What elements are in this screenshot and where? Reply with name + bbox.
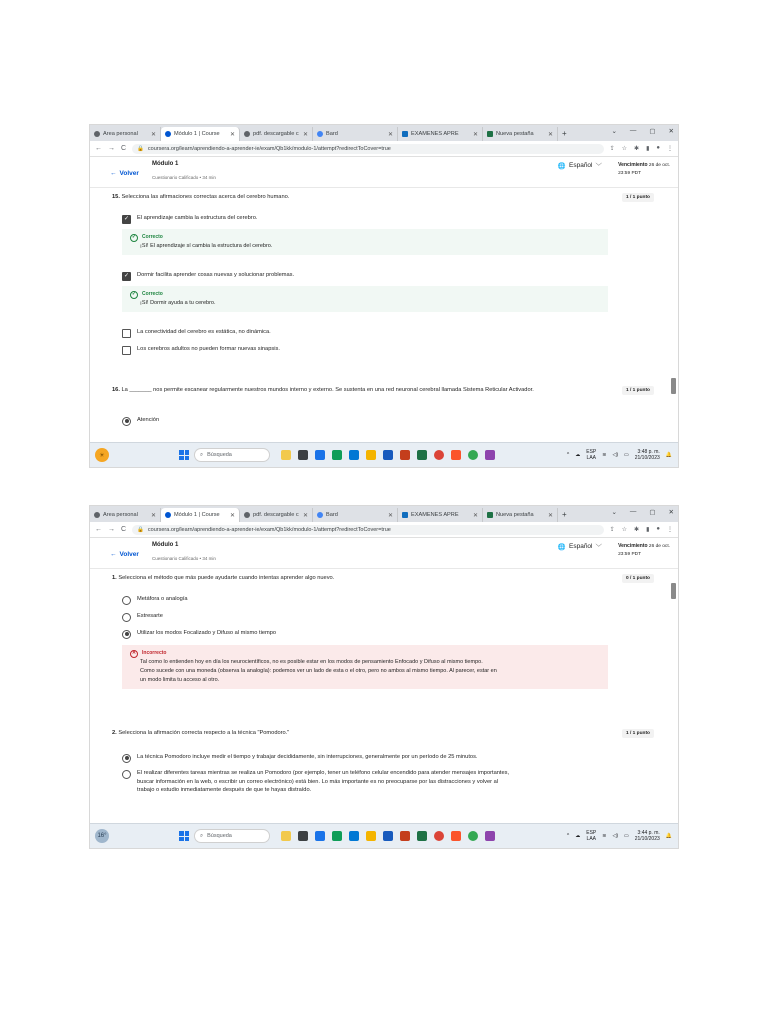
checkbox-checked[interactable]: ✓: [123, 215, 130, 222]
question-2: 2. Selecciona la afirmación correcta respecto a la técnica "Pomodoro.": [112, 730, 290, 736]
feedback-correct: ✓ Correcto ¡Sí! El aprendizaje sí cambia la estructura del cerebro.: [122, 229, 608, 255]
new-tab-button[interactable]: +: [562, 510, 567, 519]
chrome-canary-icon[interactable]: [468, 831, 478, 841]
points-badge: 1 / 1 punto: [622, 193, 654, 202]
weather-icon[interactable]: 16°: [95, 829, 109, 843]
radio-unselected[interactable]: [122, 770, 131, 779]
tab-examenes[interactable]: EXAMENES APRE ✕: [398, 127, 483, 141]
input-language[interactable]: ESP LAA: [586, 830, 597, 842]
share-icon[interactable]: ⇪: [609, 527, 615, 533]
points-badge: 0 / 1 punto: [622, 574, 654, 583]
excel-icon[interactable]: [417, 831, 427, 841]
taskbar-search[interactable]: ⌕ Búsqueda: [195, 449, 269, 461]
close-icon[interactable]: ✕: [302, 512, 308, 519]
option-radio[interactable]: Estresarte: [122, 612, 592, 622]
windows-start-icon[interactable]: [179, 450, 189, 460]
weather-icon[interactable]: ☀: [95, 448, 109, 462]
outlook-icon: [402, 512, 408, 518]
tab-bard[interactable]: Bard ✕: [313, 508, 398, 522]
screenshot-top: [90, 125, 678, 467]
brave-icon[interactable]: [451, 450, 461, 460]
powerpoint-icon[interactable]: [400, 831, 410, 841]
close-icon[interactable]: ✕: [150, 131, 156, 138]
chat-icon[interactable]: [315, 831, 325, 841]
profile-icon[interactable]: ●: [656, 526, 660, 532]
tab-bard[interactable]: Bard ✕: [313, 127, 398, 141]
radio-unselected[interactable]: [122, 596, 131, 605]
globe-icon: [244, 131, 250, 137]
coursera-header: [90, 157, 678, 188]
checkbox-unchecked[interactable]: [122, 329, 131, 338]
volume-icon[interactable]: ◁): [612, 833, 618, 839]
close-icon[interactable]: ✕: [547, 131, 553, 138]
scrollbar-thumb[interactable]: [671, 378, 676, 394]
forward-arrow-icon[interactable]: →: [108, 526, 115, 533]
scrollbar[interactable]: [671, 192, 676, 442]
clock[interactable]: 3:44 p. m. 21/10/2023: [634, 830, 660, 842]
feedback-incorrect: ✕ Incorrecto Tal como lo entienden hoy en día los neurocientíficos, no es posible estar en los modos de pensamiento Enfocado y Difuso al mismo tiempo. Como sucede con una moneda (observa la analogía): podemos ver un lado de esta o el otro, pero no ambos al mismo tiempo. Al parecer, estar en un modo limita tu acceso al otro.: [122, 645, 608, 689]
globe-icon: [94, 131, 100, 137]
globe-icon: 🌐: [557, 543, 566, 551]
edge-icon[interactable]: [332, 831, 342, 841]
option-radio[interactable]: La técnica Pomodoro incluye medir el tiempo y trabajar decididamente, sin interrupciones, generalmente por un período de 25 minutos.: [122, 753, 592, 763]
globe-icon: [94, 512, 100, 518]
tab-nueva-pestana[interactable]: Nueva pestaña ✕: [483, 127, 558, 141]
due-date: Vencimiento 26 de oct. 23:59 PDT: [618, 162, 670, 176]
chevron-down-icon[interactable]: ⌄: [611, 128, 617, 135]
option-checkbox[interactable]: ✓ Dormir facilita aprender cosas nuevas y solucionar problemas.: [123, 272, 295, 279]
chrome-canary-icon[interactable]: [468, 450, 478, 460]
chevron-up-icon[interactable]: ^: [566, 833, 570, 839]
option-radio[interactable]: Atención: [122, 416, 592, 426]
bard-icon: [317, 512, 323, 518]
option-radio[interactable]: Utilizar los modos Focalizado y Difuso al mismo tiempo: [122, 629, 592, 639]
word-icon[interactable]: [383, 450, 393, 460]
chat-icon[interactable]: [315, 450, 325, 460]
lock-icon: 🔒: [137, 526, 144, 533]
input-language[interactable]: ESP LAA: [586, 449, 597, 461]
feedback-correct: ✓ Correcto ¡Sí! Dormir ayuda a tu cerebro.: [122, 286, 608, 312]
menu-icon[interactable]: ⋮: [667, 146, 673, 152]
tab-pdf[interactable]: pdf. descargable c ✕: [240, 127, 313, 141]
tab-area-personal[interactable]: Área personal ✕: [90, 127, 161, 141]
chevron-down-icon[interactable]: ⌄: [611, 509, 617, 516]
browser-tab-strip: [90, 506, 678, 522]
due-date: Vencimiento 26 de oct. 23:59 PDT: [618, 543, 670, 557]
minimize-icon[interactable]: —: [629, 127, 637, 134]
widgets-icon[interactable]: [281, 450, 291, 460]
volume-icon[interactable]: ◁): [612, 452, 618, 458]
search-icon: ⌕: [200, 832, 204, 839]
chevron-up-icon[interactable]: ^: [566, 452, 570, 458]
taskbar-search[interactable]: ⌕ Búsqueda: [195, 830, 269, 842]
excel-icon: [487, 131, 493, 137]
lock-icon: 🔒: [137, 145, 144, 152]
close-icon[interactable]: ✕: [387, 512, 393, 519]
wifi-icon[interactable]: ≋: [602, 452, 607, 458]
folder-icon[interactable]: [366, 831, 376, 841]
close-icon[interactable]: ✕: [150, 512, 156, 519]
radio-unselected[interactable]: [122, 613, 131, 622]
checkbox-checked[interactable]: ✓: [123, 272, 130, 279]
browser-tab-strip: [90, 125, 678, 141]
module-info: Módulo 1 Cuestionario Calificado • 34 min: [152, 542, 216, 561]
star-icon[interactable]: ☆: [621, 146, 628, 152]
excel-icon: [487, 512, 493, 518]
folder-icon[interactable]: [366, 450, 376, 460]
quiz-content: [90, 188, 678, 446]
address-bar-row: [90, 522, 678, 538]
close-icon[interactable]: ✕: [387, 131, 393, 138]
chrome-icon[interactable]: [434, 831, 444, 841]
back-link[interactable]: ← Volver: [110, 170, 139, 177]
tab-area-personal[interactable]: Área personal ✕: [90, 508, 161, 522]
back-link[interactable]: ← Volver: [110, 551, 139, 558]
task-view-icon[interactable]: [298, 831, 308, 841]
widgets-icon[interactable]: [281, 831, 291, 841]
question-16: 16. La _______ nos permite escanear regularmente nuestros mundos interno y externo. Se sustenta en una red neuronal cerebral llamada Sistema Reticular Activador.: [112, 387, 534, 393]
extensions-icon[interactable]: ✱: [634, 146, 640, 152]
question-15: 15. Selecciona las afirmaciones correctas acerca del cerebro humano.: [112, 194, 290, 200]
points-badge: 1 / 1 punto: [622, 386, 654, 395]
windows-taskbar: [90, 823, 678, 848]
option-radio[interactable]: El realizar diferentes tareas mientras se realiza un Pomodoro (por ejemplo, tener un teléfono celular encendido para atender mensajes importantes, buscar información en la web, o escribir un correo electrónico) está bien. Lo más importante es no preocuparse por las distracciones y volver al trabajo o estudio inmediatamente después de que te hayas distraído.: [122, 769, 592, 795]
maximize-icon[interactable]: ▢: [649, 128, 656, 135]
windows-start-icon[interactable]: [179, 831, 189, 841]
radio-selected[interactable]: [122, 417, 131, 426]
screenshot-bottom: [90, 506, 678, 848]
back-arrow-icon[interactable]: ←: [95, 526, 102, 533]
screenshot-tool-icon[interactable]: [485, 831, 495, 841]
system-tray: [567, 830, 672, 842]
checkbox-unchecked[interactable]: [122, 346, 131, 355]
coursera-icon: [165, 512, 171, 518]
option-radio[interactable]: Metáfora o analogía: [122, 595, 592, 605]
option-checkbox[interactable]: La conectividad del cerebro es estática, no dinámica.: [122, 328, 592, 338]
outlook-icon: [402, 131, 408, 137]
close-window-icon[interactable]: ✕: [668, 509, 674, 516]
quiz-content: [90, 569, 678, 827]
battery-icon[interactable]: ▭: [624, 833, 629, 839]
arrow-left-icon: ←: [110, 551, 117, 558]
excel-icon[interactable]: [417, 450, 427, 460]
sidebar-icon[interactable]: ▮: [646, 146, 650, 152]
cloud-icon[interactable]: ☁: [575, 452, 581, 458]
store-icon[interactable]: [349, 831, 359, 841]
system-tray: [567, 449, 672, 461]
tab-nueva-pestana[interactable]: Nueva pestaña ✕: [483, 508, 558, 522]
wifi-icon[interactable]: ≋: [602, 833, 607, 839]
coursera-header: [90, 538, 678, 569]
star-icon[interactable]: ☆: [621, 527, 628, 533]
profile-icon[interactable]: ●: [656, 145, 660, 151]
arrow-left-icon: ←: [110, 170, 117, 177]
radio-selected[interactable]: [122, 754, 131, 763]
menu-icon[interactable]: ⋮: [667, 527, 673, 533]
notification-bell-icon[interactable]: 🔔: [665, 833, 672, 839]
taskbar-apps: [281, 831, 495, 841]
powerpoint-icon[interactable]: [400, 450, 410, 460]
reload-icon[interactable]: C: [121, 145, 127, 152]
coursera-icon: [165, 131, 171, 137]
tab-coursera[interactable]: Módulo 1 | Course ✕: [161, 127, 240, 141]
chrome-icon[interactable]: [434, 450, 444, 460]
module-info: Módulo 1 Cuestionario Calificado • 34 min: [152, 161, 216, 180]
close-icon[interactable]: ✕: [472, 131, 478, 138]
minimize-icon[interactable]: —: [629, 508, 637, 515]
radio-selected[interactable]: [122, 630, 131, 639]
store-icon[interactable]: [349, 450, 359, 460]
bard-icon: [317, 131, 323, 137]
option-checkbox[interactable]: Los cerebros adultos no pueden formar nuevas sinapsis.: [122, 345, 592, 355]
tab-examenes[interactable]: EXAMENES APRE ✕: [398, 508, 483, 522]
close-icon[interactable]: ✕: [472, 512, 478, 519]
close-icon[interactable]: ✕: [547, 512, 553, 519]
close-icon[interactable]: ✕: [229, 131, 235, 138]
url-bar[interactable]: 🔒 coursera.org/learn/aprendiendo-a-aprender-ie/exam/Qb1kk/modulo-1/attempt?redirectToCover=true: [132, 525, 604, 535]
word-icon[interactable]: [383, 831, 393, 841]
taskbar-apps: [281, 450, 495, 460]
chevron-down-icon: ﹀: [595, 163, 602, 170]
cloud-icon[interactable]: ☁: [575, 833, 581, 839]
forward-arrow-icon[interactable]: →: [108, 145, 115, 152]
screenshot-tool-icon[interactable]: [485, 450, 495, 460]
share-icon[interactable]: ⇪: [609, 146, 615, 152]
new-tab-button[interactable]: +: [562, 129, 567, 138]
sidebar-icon[interactable]: ▮: [646, 527, 650, 533]
scrollbar[interactable]: [671, 573, 676, 823]
tab-pdf[interactable]: pdf. descargable c ✕: [240, 508, 313, 522]
check-circle-icon: ✓: [131, 291, 137, 297]
question-1: 1. Selecciona el método que más puede ayudarte cuando intentas aprender algo nuevo.: [112, 575, 335, 581]
maximize-icon[interactable]: ▢: [649, 509, 656, 516]
globe-icon: [244, 512, 250, 518]
option-checkbox[interactable]: ✓ El aprendizaje cambia la estructura del cerebro.: [123, 215, 258, 222]
search-icon: ⌕: [200, 451, 204, 458]
window-controls: [611, 508, 674, 516]
battery-icon[interactable]: ▭: [624, 452, 629, 458]
edge-icon[interactable]: [332, 450, 342, 460]
url-bar[interactable]: 🔒 coursera.org/learn/aprendiendo-a-aprender-ie/exam/Qb1kk/modulo-1/attempt?redirectToCover=true: [132, 144, 604, 154]
close-icon[interactable]: ✕: [229, 512, 235, 519]
back-arrow-icon[interactable]: ←: [95, 145, 102, 152]
windows-taskbar: [90, 442, 678, 467]
notification-bell-icon[interactable]: 🔔: [665, 452, 672, 458]
task-view-icon[interactable]: [298, 450, 308, 460]
globe-icon: 🌐: [557, 162, 566, 170]
window-controls: [611, 127, 674, 135]
language-selector[interactable]: 🌐 Español ﹀: [557, 543, 602, 551]
close-icon[interactable]: ✕: [302, 131, 308, 138]
address-bar-row: [90, 141, 678, 157]
chevron-down-icon: ﹀: [595, 544, 602, 551]
scrollbar-thumb[interactable]: [671, 583, 676, 599]
language-selector[interactable]: 🌐 Español ﹀: [557, 162, 602, 170]
brave-icon[interactable]: [451, 831, 461, 841]
tab-coursera[interactable]: Módulo 1 | Course ✕: [161, 508, 240, 522]
extensions-icon[interactable]: ✱: [634, 527, 640, 533]
clock[interactable]: 3:48 p. m. 21/10/2023: [634, 449, 660, 461]
points-badge: 1 / 1 punto: [622, 729, 654, 738]
close-window-icon[interactable]: ✕: [668, 128, 674, 135]
check-circle-icon: ✓: [131, 234, 137, 240]
x-circle-icon: ✕: [131, 650, 137, 656]
reload-icon[interactable]: C: [121, 526, 127, 533]
